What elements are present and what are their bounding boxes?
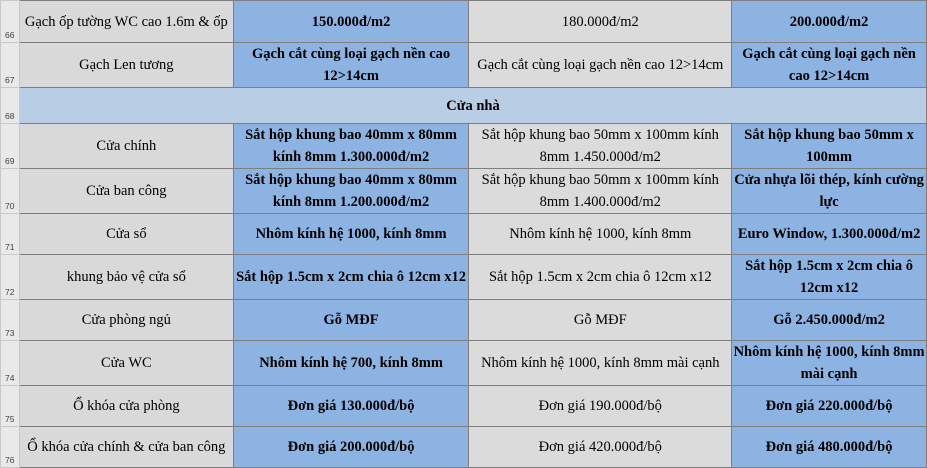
row-number[interactable]: 72 — [1, 255, 20, 300]
section-heading[interactable]: Cửa nhà — [19, 88, 926, 124]
option-2-cell[interactable]: 180.000đ/m2 — [469, 1, 732, 43]
table-row — [1, 43, 927, 88]
option-2-cell[interactable]: Đơn giá 190.000đ/bộ — [469, 386, 732, 427]
table-row — [1, 124, 927, 169]
section-row — [1, 88, 927, 124]
item-label[interactable]: Ổ khóa cửa chính & cửa ban công — [19, 427, 233, 468]
option-2-cell[interactable]: Sắt hộp 1.5cm x 2cm chia ô 12cm x12 — [469, 255, 732, 300]
option-1-cell[interactable]: Gỗ MĐF — [233, 300, 469, 341]
row-number[interactable]: 76 — [1, 427, 20, 468]
row-number[interactable]: 75 — [1, 386, 20, 427]
option-1-cell[interactable]: Sắt hộp khung bao 40mm x 80mm kính 8mm 1.300.000đ/m2 — [233, 124, 469, 169]
option-2-cell[interactable]: Sắt hộp khung bao 50mm x 100mm kính 8mm 1.400.000đ/m2 — [469, 169, 732, 214]
row-number[interactable]: 74 — [1, 341, 20, 386]
table-row — [1, 300, 927, 341]
option-2-cell[interactable]: Gỗ MĐF — [469, 300, 732, 341]
option-3-cell[interactable]: Gạch cắt cùng loại gạch nền cao 12>14cm — [732, 43, 927, 88]
row-number[interactable]: 68 — [1, 88, 20, 124]
row-number[interactable]: 73 — [1, 300, 20, 341]
item-label[interactable]: khung bảo vệ cửa sổ — [19, 255, 233, 300]
option-2-cell[interactable]: Gạch cắt cùng loại gạch nền cao 12>14cm — [469, 43, 732, 88]
item-label[interactable]: Gạch ốp tường WC cao 1.6m & ốp — [19, 1, 233, 43]
table-row — [1, 386, 927, 427]
option-3-cell[interactable]: Sắt hộp 1.5cm x 2cm chia ô 12cm x12 — [732, 255, 927, 300]
row-number[interactable]: 67 — [1, 43, 20, 88]
row-number[interactable]: 69 — [1, 124, 20, 169]
option-3-cell[interactable]: Gỗ 2.450.000đ/m2 — [732, 300, 927, 341]
table-row — [1, 427, 927, 468]
option-3-cell[interactable]: Nhôm kính hệ 1000, kính 8mm mài cạnh — [732, 341, 927, 386]
option-3-cell[interactable]: Đơn giá 480.000đ/bộ — [732, 427, 927, 468]
row-number[interactable]: 66 — [1, 1, 20, 43]
table-row — [1, 169, 927, 214]
table-row — [1, 341, 927, 386]
table-row — [1, 255, 927, 300]
table-row — [1, 214, 927, 255]
option-1-cell[interactable]: Nhôm kính hệ 700, kính 8mm — [233, 341, 469, 386]
option-2-cell[interactable]: Nhôm kính hệ 1000, kính 8mm mài cạnh — [469, 341, 732, 386]
option-2-cell[interactable]: Sắt hộp khung bao 50mm x 100mm kính 8mm 1.450.000đ/m2 — [469, 124, 732, 169]
option-3-cell[interactable]: Đơn giá 220.000đ/bộ — [732, 386, 927, 427]
option-3-cell[interactable]: 200.000đ/m2 — [732, 1, 927, 43]
item-label[interactable]: Cửa WC — [19, 341, 233, 386]
item-label[interactable]: Cửa ban công — [19, 169, 233, 214]
option-3-cell[interactable]: Cửa nhựa lõi thép, kính cường lực — [732, 169, 927, 214]
option-1-cell[interactable]: Đơn giá 200.000đ/bộ — [233, 427, 469, 468]
item-label[interactable]: Cửa phòng ngủ — [19, 300, 233, 341]
item-label[interactable]: Ổ khóa cửa phòng — [19, 386, 233, 427]
option-2-cell[interactable]: Nhôm kính hệ 1000, kính 8mm — [469, 214, 732, 255]
option-3-cell[interactable]: Sắt hộp khung bao 50mm x 100mm — [732, 124, 927, 169]
table-row — [1, 1, 927, 43]
row-number[interactable]: 70 — [1, 169, 20, 214]
option-3-cell[interactable]: Euro Window, 1.300.000đ/m2 — [732, 214, 927, 255]
option-1-cell[interactable]: Nhôm kính hệ 1000, kính 8mm — [233, 214, 469, 255]
option-1-cell[interactable]: Sắt hộp khung bao 40mm x 80mm kính 8mm 1.200.000đ/m2 — [233, 169, 469, 214]
item-label[interactable]: Cửa sổ — [19, 214, 233, 255]
item-label[interactable]: Cửa chính — [19, 124, 233, 169]
option-1-cell[interactable]: Đơn giá 130.000đ/bộ — [233, 386, 469, 427]
item-label[interactable]: Gạch Len tương — [19, 43, 233, 88]
option-1-cell[interactable]: Sắt hộp 1.5cm x 2cm chia ô 12cm x12 — [233, 255, 469, 300]
row-number[interactable]: 71 — [1, 214, 20, 255]
option-2-cell[interactable]: Đơn giá 420.000đ/bộ — [469, 427, 732, 468]
option-1-cell[interactable]: 150.000đ/m2 — [233, 1, 469, 43]
option-1-cell[interactable]: Gạch cắt cùng loại gạch nền cao 12>14cm — [233, 43, 469, 88]
